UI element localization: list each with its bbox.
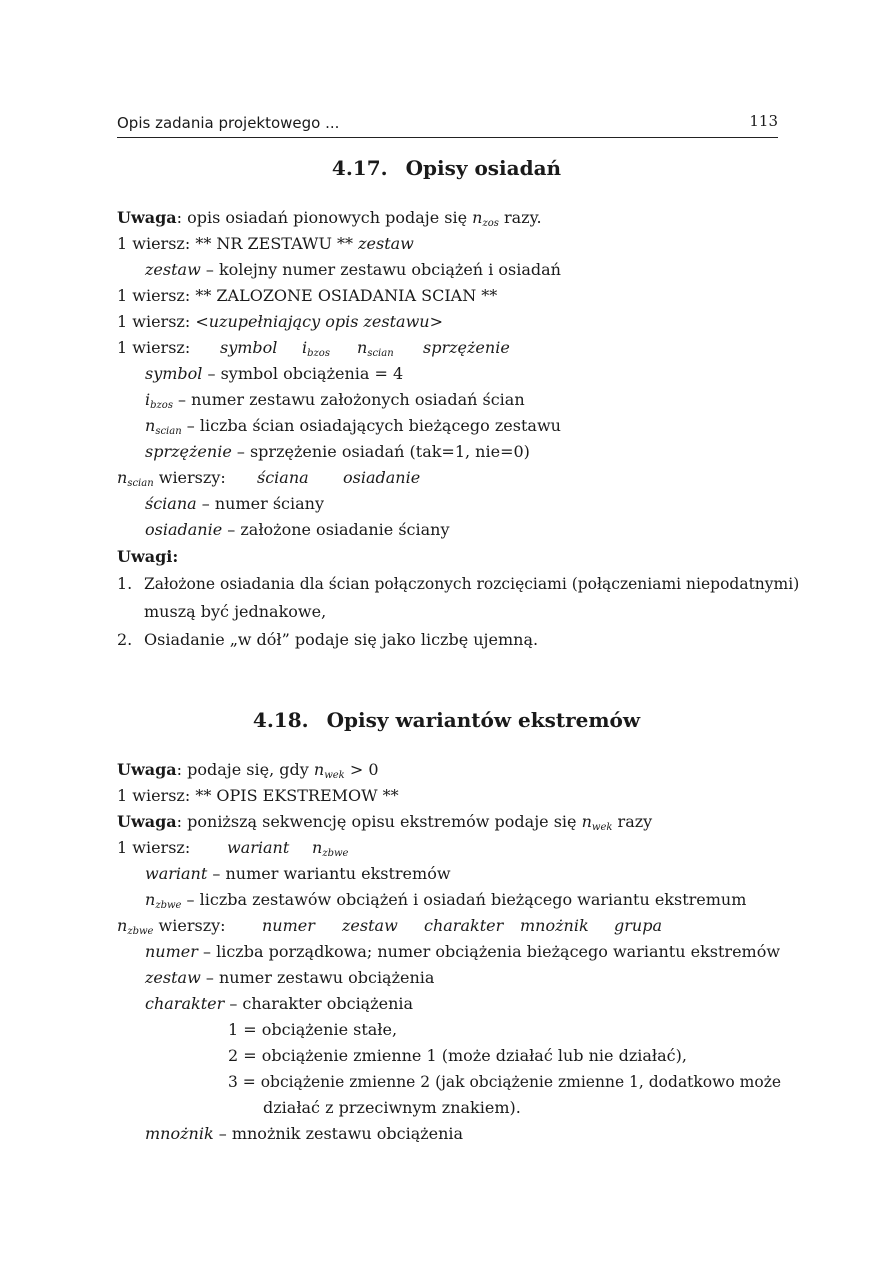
definition-line	[145, 442, 530, 462]
variable: n	[312, 838, 323, 857]
definition-line	[145, 942, 780, 962]
row-text: 1 wiersz:	[117, 312, 196, 331]
variable: mnożnik	[145, 1124, 214, 1143]
variable: ściana	[145, 494, 197, 513]
column-osiadanie: osiadanie	[343, 468, 421, 487]
section-heading-4-18	[0, 708, 893, 732]
definition-text: – numer zestawu obciążenia	[200, 968, 435, 987]
column-sciana: ściana	[257, 468, 309, 487]
note-text: : podaje się, gdy	[176, 760, 314, 779]
list-text: Założone osiadania dla ścian połączonych rozcięciami (połączeniami niepodatnymi)	[144, 575, 800, 593]
variable-subscript: scian	[367, 348, 394, 359]
definition-text: – liczba ścian osiadających bieżącego zestawu	[181, 416, 561, 435]
note-text: > 0	[344, 760, 379, 779]
list-number: 2.	[117, 630, 133, 649]
enum-item-2: 2 = obciążenie zmienne 1 (może działać lub nie działać),	[228, 1046, 687, 1065]
section-title: Opisy wariantów ekstremów	[326, 708, 641, 732]
variable-subscript: wek	[324, 770, 345, 781]
note-item-1	[117, 574, 800, 594]
variable: n	[117, 916, 128, 935]
row-line	[117, 838, 349, 859]
variable: n	[117, 468, 128, 487]
definition-line	[145, 968, 434, 988]
definition-line	[145, 864, 451, 884]
section-number: 4.18.	[252, 708, 309, 732]
definition-line	[145, 994, 413, 1014]
definition-text: – mnożnik zestawu obciążenia	[213, 1124, 464, 1143]
definition-text: – numer wariantu ekstremów	[207, 864, 451, 883]
definition-text: – kolejny numer zestawu obciążeń i osiadań	[200, 260, 561, 279]
note-line	[117, 812, 652, 838]
note-label: Uwaga	[117, 812, 177, 831]
row-line	[117, 338, 510, 359]
variable: numer	[145, 942, 198, 961]
note-label: Uwaga	[117, 208, 177, 227]
variable-subscript: scian	[155, 426, 182, 437]
variable-subscript: bzos	[307, 348, 330, 359]
row-text: wierszy:	[153, 916, 226, 935]
definition-text: – symbol obciążenia = 4	[202, 364, 404, 383]
row-line	[117, 468, 421, 494]
section-title: Opisy osiadań	[405, 156, 562, 180]
row-line	[117, 312, 443, 332]
note-text: razy	[612, 812, 653, 831]
list-text: Osiadanie „w dół” podaje się jako liczbę ujemną.	[144, 630, 539, 649]
definition-line	[145, 1124, 463, 1144]
note-line	[117, 208, 542, 234]
definition-text: – charakter obciążenia	[224, 994, 414, 1013]
variable: n	[472, 208, 483, 227]
variable: n	[313, 760, 325, 779]
column-charakter: charakter	[424, 916, 504, 935]
definition-line	[145, 364, 403, 384]
row-line	[117, 234, 414, 254]
variable: charakter	[145, 994, 225, 1013]
row-text: 1 wiersz:	[117, 838, 191, 857]
definition-line	[145, 260, 561, 280]
variable-subscript: zos	[482, 218, 499, 229]
note-text: : opis osiadań pionowych podaje się	[176, 208, 473, 227]
column-nzbwe	[312, 838, 348, 864]
column-nscian	[357, 338, 394, 364]
italic-text: <uzupełniający opis zestawu>	[195, 312, 443, 331]
variable-subscript: bzos	[150, 400, 173, 411]
definition-line	[145, 390, 525, 416]
enum-item-3-cont: działać z przeciwnym znakiem).	[263, 1098, 521, 1117]
section-number: 4.17.	[331, 156, 388, 180]
column-grupa: grupa	[614, 916, 662, 935]
definition-text: – sprzężenie osiadań (tak=1, nie=0)	[231, 442, 530, 461]
list-number: 1.	[117, 574, 133, 593]
variable: osiadanie	[145, 520, 223, 539]
variable: sprzężenie	[145, 442, 232, 461]
running-header	[117, 112, 778, 138]
variable: zestaw	[358, 234, 414, 253]
note-text: razy.	[498, 208, 542, 227]
definition-text: – numer ściany	[196, 494, 324, 513]
definition-line	[145, 494, 324, 514]
note-label: Uwaga	[117, 760, 177, 779]
variable: n	[581, 812, 592, 831]
variable: symbol	[145, 364, 203, 383]
row-text: 1 wiersz:	[117, 338, 191, 357]
row-text: wierszy:	[153, 468, 226, 487]
definition-text: – założone osiadanie ściany	[222, 520, 450, 539]
header-title: Opis zadania projektowego ...	[117, 114, 340, 132]
note-text: : poniższą sekwencję opisu ekstremów podaje się	[176, 812, 582, 831]
variable-subscript: zbwe	[322, 848, 349, 859]
variable: zestaw	[145, 968, 201, 987]
note-item-1-cont: muszą być jednakowe,	[144, 602, 327, 621]
variable: zestaw	[145, 260, 201, 279]
variable: n	[357, 338, 368, 357]
page-number: 113	[749, 112, 778, 130]
row-line: 1 wiersz: ** OPIS EKSTREMOW **	[117, 786, 399, 805]
definition-line	[145, 890, 746, 916]
row-line	[117, 916, 662, 942]
variable-subscript: wek	[591, 822, 613, 833]
definition-text: – liczba porządkowa; numer obciążenia bieżącego wariantu ekstremów	[197, 942, 781, 961]
column-symbol: symbol	[220, 338, 278, 357]
variable: i	[302, 338, 308, 357]
note-line	[117, 760, 379, 786]
variable-subscript: zbwe	[155, 900, 182, 911]
variable: wariant	[145, 864, 208, 883]
variable-subscript: zbwe	[127, 926, 154, 937]
column-zestaw: zestaw	[342, 916, 398, 935]
column-ibzos	[302, 338, 330, 364]
row-text: 1 wiersz: ** NR ZESTAWU **	[117, 234, 359, 253]
column-numer: numer	[262, 916, 315, 935]
variable: n	[145, 416, 156, 435]
row-line: 1 wiersz: ** ZALOZONE OSIADANIA SCIAN **	[117, 286, 498, 305]
notes-heading: Uwagi:	[117, 547, 179, 566]
definition-text: – numer zestawu założonych osiadań ścian	[172, 390, 525, 409]
note-item-2	[117, 630, 539, 650]
column-mnoznik: mnożnik	[520, 916, 589, 935]
definition-line	[145, 520, 449, 540]
variable-subscript: scian	[127, 478, 154, 489]
definition-text: – liczba zestawów obciążeń i osiadań bieżącego wariantu ekstremum	[181, 890, 747, 909]
section-heading-4-17	[0, 156, 893, 180]
definition-line	[145, 416, 561, 442]
column-wariant: wariant	[227, 838, 290, 857]
column-sprzezenie: sprzężenie	[423, 338, 510, 357]
variable: i	[145, 390, 151, 409]
enum-item-1: 1 = obciążenie stałe,	[228, 1020, 398, 1039]
enum-item-3: 3 = obciążenie zmienne 2 (jak obciążenie zmienne 1, dodatkowo może	[228, 1073, 782, 1091]
variable: n	[145, 890, 156, 909]
